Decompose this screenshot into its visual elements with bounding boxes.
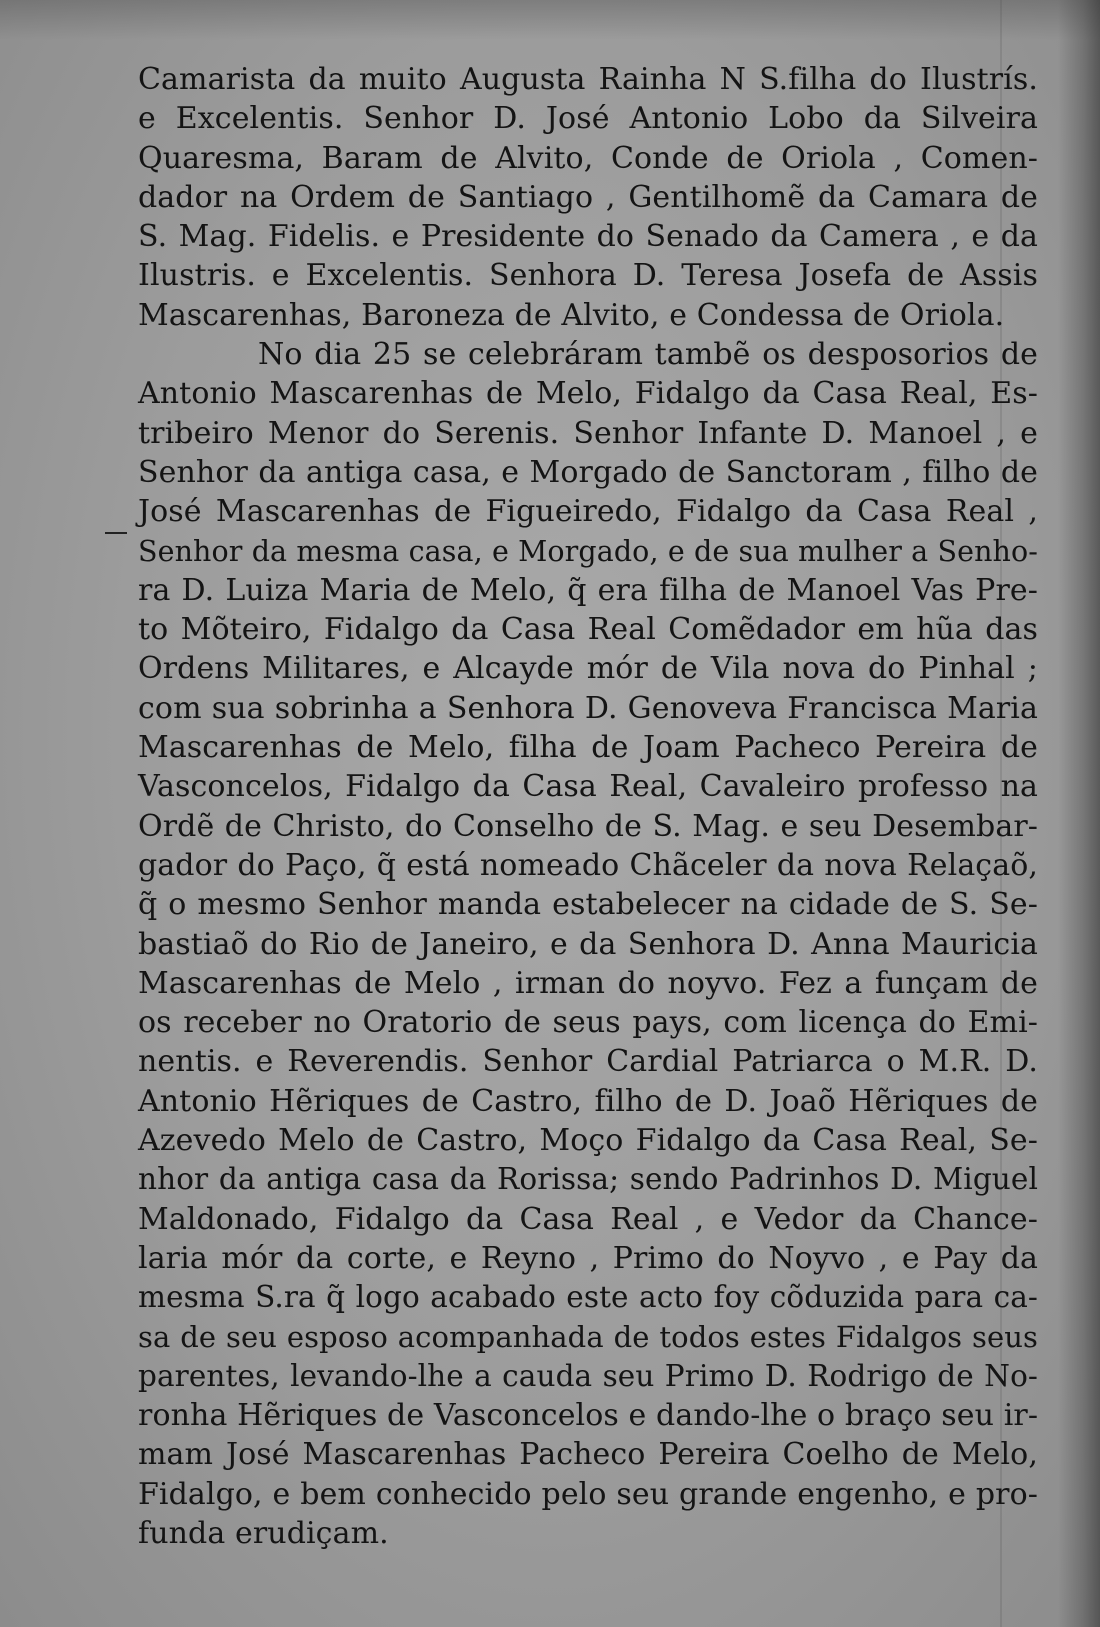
body-text bbox=[138, 60, 1038, 1553]
text-line: sa de seu esposo acompanhada de todos estes Fidalgos seus bbox=[138, 1319, 1038, 1354]
text-line: com sua sobrinha a Senhora D. Genoveva Francisca Maria bbox=[138, 690, 1038, 726]
text-line: Fidalgo, e bem conhecido pelo seu grande engenho, e pro- bbox=[138, 1476, 1038, 1512]
text-line: tribeiro Menor do Serenis. Senhor Infante D. Manoel , e bbox=[138, 415, 1038, 451]
text-line: Maldonado, Fidalgo da Casa Real , e Vedor da Chance- bbox=[138, 1201, 1038, 1237]
text-line: Ilustris. e Excelentis. Senhora D. Teresa Josefa de Assis bbox=[138, 258, 1038, 294]
text-line: nentis. e Reverendis. Senhor Cardial Patriarca o M.R. D. bbox=[138, 1044, 1038, 1080]
text-line: bastiaõ do Rio de Janeiro, e da Senhora D. Anna Mauricia bbox=[138, 926, 1038, 962]
text-line: Ordens Militares, e Alcayde mór de Vila nova do Pinhal ; bbox=[138, 651, 1038, 687]
text-line: Azevedo Melo de Castro, Moço Fidalgo da Casa Real, Se- bbox=[138, 1123, 1038, 1159]
text-line: mam José Mascarenhas Pacheco Pereira Coelho de Melo, bbox=[138, 1437, 1038, 1473]
margin-mark bbox=[105, 532, 127, 534]
text-line: No dia 25 se celebráram tambẽ os desposorios de bbox=[258, 337, 1038, 373]
text-line: funda erudiçam. bbox=[138, 1515, 389, 1551]
text-line: os receber no Oratorio de seus pays, com licença do Emi- bbox=[138, 1005, 1038, 1041]
text-line: e Excelentis. Senhor D. José Antonio Lobo da Silveira bbox=[138, 101, 1038, 137]
text-line: parentes, levando-lhe a cauda seu Primo D. Rodrigo de No- bbox=[138, 1358, 1038, 1393]
text-line: José Mascarenhas de Figueiredo, Fidalgo da Casa Real , bbox=[138, 494, 1038, 530]
text-line: Camarista da muito Augusta Rainha N S.filha do Ilustrís. bbox=[138, 62, 1038, 97]
page-binding-shadow bbox=[1058, 0, 1100, 1627]
text-line: Quaresma, Baram de Alvito, Conde de Oriola , Comen- bbox=[138, 140, 1038, 176]
text-line: Senhor da mesma casa, e Morgado, e de sua mulher a Senho- bbox=[138, 534, 1038, 568]
text-line: ronha Hẽriques de Vasconcelos e dando-lhe o braço seu ir- bbox=[138, 1398, 1039, 1434]
text-line: Mascarenhas de Melo , irman do noyvo. Fez a funçam de bbox=[138, 965, 1038, 1001]
text-line: Ordẽ de Christo, do Conselho de S. Mag. e seu Desembar- bbox=[138, 808, 1038, 844]
text-line: Mascarenhas, Baroneza de Alvito, e Condessa de Oriola. bbox=[138, 297, 1005, 333]
text-line: Antonio Hẽriques de Castro, filho de D. Joaõ Hẽriques de bbox=[138, 1083, 1038, 1119]
text-line: laria mór da corte, e Reyno , Primo do Noyvo , e Pay da bbox=[138, 1240, 1038, 1276]
page-top-shadow bbox=[0, 0, 1100, 40]
text-line: Senhor da antiga casa, e Morgado de Sanctoram , filho de bbox=[138, 454, 1038, 490]
text-line: mesma S.ra q̃ logo acabado este acto foy cõduzida para ca- bbox=[138, 1280, 1038, 1315]
text-line: Mascarenhas de Melo, filha de Joam Pacheco Pereira de bbox=[138, 730, 1038, 766]
text-line: gador do Paço, q̃ está nomeado Chãceler da nova Relaçaõ, bbox=[138, 847, 1038, 883]
text-line: S. Mag. Fidelis. e Presidente do Senado da Camera , e da bbox=[138, 219, 1038, 255]
text-line: dador na Ordem de Santiago , Gentilhomẽ da Camara de bbox=[138, 179, 1038, 215]
text-line: ra D. Luiza Maria de Melo, q̃ era filha de Manoel Vas Pre- bbox=[138, 572, 1038, 608]
text-line: nhor da antiga casa da Rorissa; sendo Padrinhos D. Miguel bbox=[138, 1162, 1038, 1197]
text-line: Vasconcelos, Fidalgo da Casa Real, Cavaleiro professo na bbox=[138, 769, 1038, 805]
text-line: Antonio Mascarenhas de Melo, Fidalgo da Casa Real, Es- bbox=[138, 376, 1038, 412]
text-line: to Mõteiro, Fidalgo da Casa Real Comẽdador em hũa das bbox=[138, 612, 1038, 648]
text-line: q̃ o mesmo Senhor manda estabelecer na cidade de S. Se- bbox=[138, 887, 1038, 923]
